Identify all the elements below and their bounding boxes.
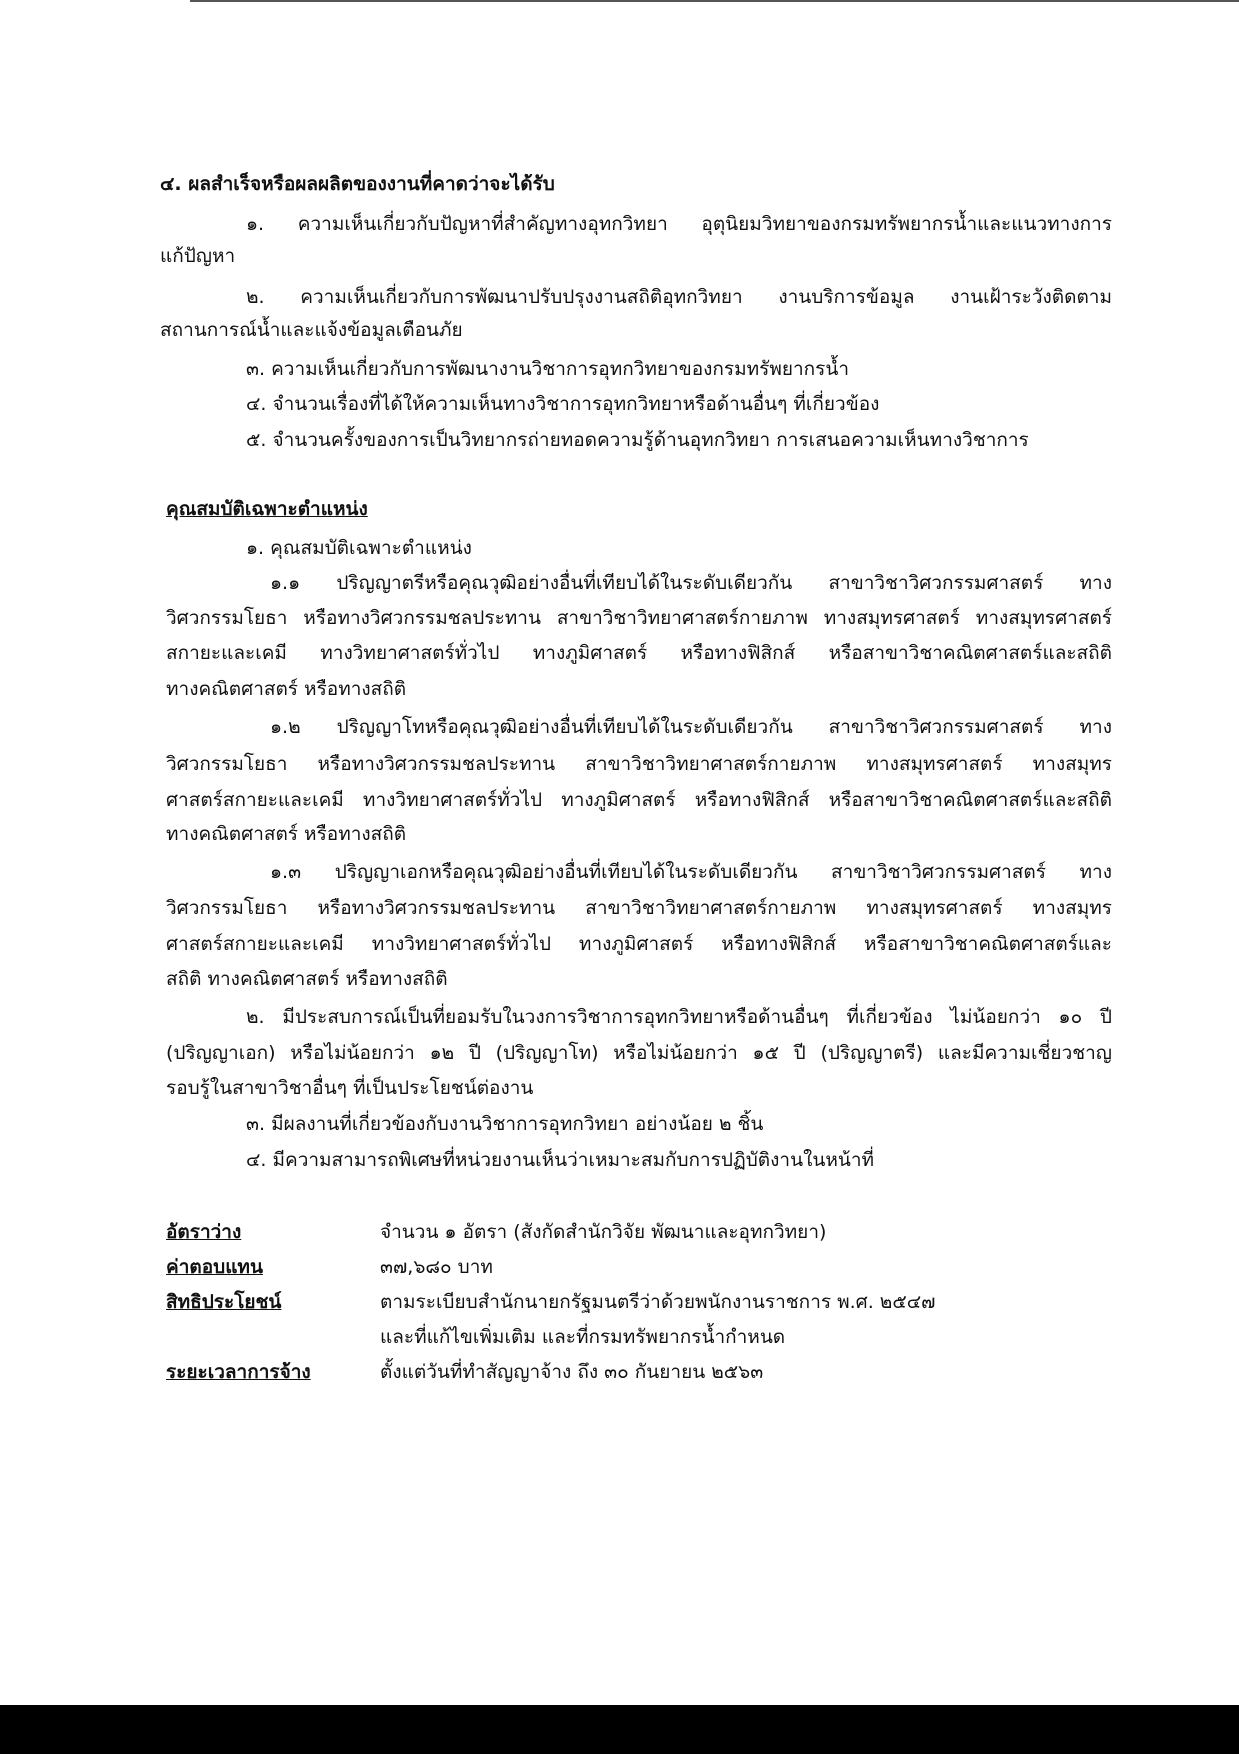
qual-1-1-line1: ๑.๑ ปริญญาตรีหรือคุณวุฒิอย่างอื่นที่เทียบได้ในระดับเดียวกัน สาขาวิชาวิศวกรรมศาสตร์ ทาง [270, 572, 1112, 594]
qual-1-3-line4: สถิติ ทางคณิตศาสตร์ หรือทางสถิติ [166, 968, 448, 990]
s4-item2-line2: สถานการณ์น้ำและแจ้งข้อมูลเตือนภัย [160, 319, 463, 341]
qual-1-2-line3: ศาสตร์สกายะและเคมี ทางวิทยาศาสตร์ทั่วไป ทางภูมิศาสตร์ หรือทางฟิสิกส์ หรือสาขาวิชาคณิตศาสตร์และสถิติ [166, 789, 1112, 811]
qual-1-1-line3: สกายะและเคมี ทางวิทยาศาสตร์ทั่วไป ทางภูมิศาสตร์ หรือทางฟิสิกส์ หรือสาขาวิชาคณิตศาสตร์และสถิติ [166, 642, 1112, 664]
qual-1-3-line1: ๑.๓ ปริญญาเอกหรือคุณวุฒิอย่างอื่นที่เทียบได้ในระดับเดียวกัน สาขาวิชาวิศวกรรมศาสตร์ ทาง [270, 861, 1112, 883]
benefit-value-line1: ตามระเบียบสำนักนายกรัฐมนตรีว่าด้วยพนักงานราชการ พ.ศ. ๒๕๔๗ [380, 1291, 936, 1313]
benefit-label: สิทธิประโยชน์ [166, 1291, 282, 1313]
s4-item1-line1: ๑. ความเห็นเกี่ยวกับปัญหาที่สำคัญทางอุทกวิทยา อุตุนิยมวิทยาของกรมทรัพยากรน้ำและแนวทางการ [246, 213, 1112, 235]
period-value: ตั้งแต่วันที่ทำสัญญาจ้าง ถึง ๓๐ กันยายน ๒๕๖๓ [380, 1361, 764, 1383]
qual-1-2-line1: ๑.๒ ปริญญาโทหรือคุณวุฒิอย่างอื่นที่เทียบได้ในระดับเดียวกัน สาขาวิชาวิศวกรรมศาสตร์ ทาง [270, 716, 1112, 738]
top-border-line [190, 0, 1239, 2]
benefit-value-line2: และที่แก้ไขเพิ่มเติม และที่กรมทรัพยากรน้ำกำหนด [380, 1326, 786, 1348]
qual-item2-line2: (ปริญญาเอก) หรือไม่น้อยกว่า ๑๒ ปี (ปริญญาโท) หรือไม่น้อยกว่า ๑๕ ปี (ปริญญาตรี) และมีความเชี่ยวชาญ [166, 1042, 1112, 1064]
qual-1-1-line4: ทางคณิตศาสตร์ หรือทางสถิติ [166, 678, 407, 700]
s4-item5: ๕. จำนวนครั้งของการเป็นวิทยากรถ่ายทอดความรู้ด้านอุทกวิทยา การเสนอความเห็นทางวิชาการ [246, 429, 1029, 451]
qual-item2-line1: ๒. มีประสบการณ์เป็นที่ยอมรับในวงการวิชาการอุทกวิทยาหรือด้านอื่นๆ ที่เกี่ยวข้อง ไม่น้อยกว่า ๑๐ ปี [246, 1006, 1112, 1028]
qualifications-heading: คุณสมบัติเฉพาะตำแหน่ง [166, 498, 368, 520]
qual-1-3-line3: ศาสตร์สกายะและเคมี ทางวิทยาศาสตร์ทั่วไป ทางภูมิศาสตร์ หรือทางฟิสิกส์ หรือสาขาวิชาคณิตศาสตร์และ [166, 933, 1112, 955]
vacancy-label: อัตราว่าง [166, 1221, 242, 1243]
qual-1-1-line2: วิศวกรรมโยธา หรือทางวิศวกรรมชลประทาน สาขาวิชาวิทยาศาสตร์กายภาพ ทางสมุทรศาสตร์ ทางสมุทรศาสตร์ [166, 607, 1112, 629]
qual-1-2-line4: ทางคณิตศาสตร์ หรือทางสถิติ [166, 823, 407, 845]
section4-heading: ๔. ผลสำเร็จหรือผลผลิตของงานที่คาดว่าจะได้รับ [160, 173, 555, 195]
pay-label: ค่าตอบแทน [166, 1256, 263, 1278]
qual-1-2-line2: วิศวกรรมโยธา หรือทางวิศวกรรมชลประทาน สาขาวิชาวิทยาศาสตร์กายภาพ ทางสมุทรศาสตร์ ทางสมุทร [166, 753, 1112, 775]
pay-value: ๓๗,๖๘๐ บาท [380, 1256, 493, 1278]
s4-item3: ๓. ความเห็นเกี่ยวกับการพัฒนางานวิชาการอุทกวิทยาของกรมทรัพยากรน้ำ [246, 358, 850, 380]
period-label: ระยะเวลาการจ้าง [166, 1361, 311, 1383]
s4-item4: ๔. จำนวนเรื่องที่ได้ให้ความเห็นทางวิชาการอุทกวิทยาหรือด้านอื่นๆ ที่เกี่ยวข้อง [246, 393, 880, 415]
vacancy-value: จำนวน ๑ อัตรา (สังกัดสำนักวิจัย พัฒนาและอุทกวิทยา) [380, 1221, 827, 1243]
qual-item1: ๑. คุณสมบัติเฉพาะตำแหน่ง [246, 537, 472, 559]
qual-item3: ๓. มีผลงานที่เกี่ยวข้องกับงานวิชาการอุทกวิทยา อย่างน้อย ๒ ชิ้น [246, 1113, 764, 1135]
s4-item1-line2: แก้ปัญหา [160, 245, 236, 267]
qual-item2-line3: รอบรู้ในสาขาวิชาอื่นๆ ที่เป็นประโยชน์ต่องาน [166, 1077, 534, 1099]
scan-bottom-edge [0, 1705, 1239, 1754]
qual-item4: ๔. มีความสามารถพิเศษที่หน่วยงานเห็นว่าเหมาะสมกับการปฏิบัติงานในหน้าที่ [246, 1149, 875, 1171]
s4-item2-line1: ๒. ความเห็นเกี่ยวกับการพัฒนาปรับปรุงงานสถิติอุทกวิทยา งานบริการข้อมูล งานเฝ้าระวังติดตาม [246, 286, 1112, 308]
qual-1-3-line2: วิศวกรรมโยธา หรือทางวิศวกรรมชลประทาน สาขาวิชาวิทยาศาสตร์กายภาพ ทางสมุทรศาสตร์ ทางสมุทร [166, 897, 1112, 919]
